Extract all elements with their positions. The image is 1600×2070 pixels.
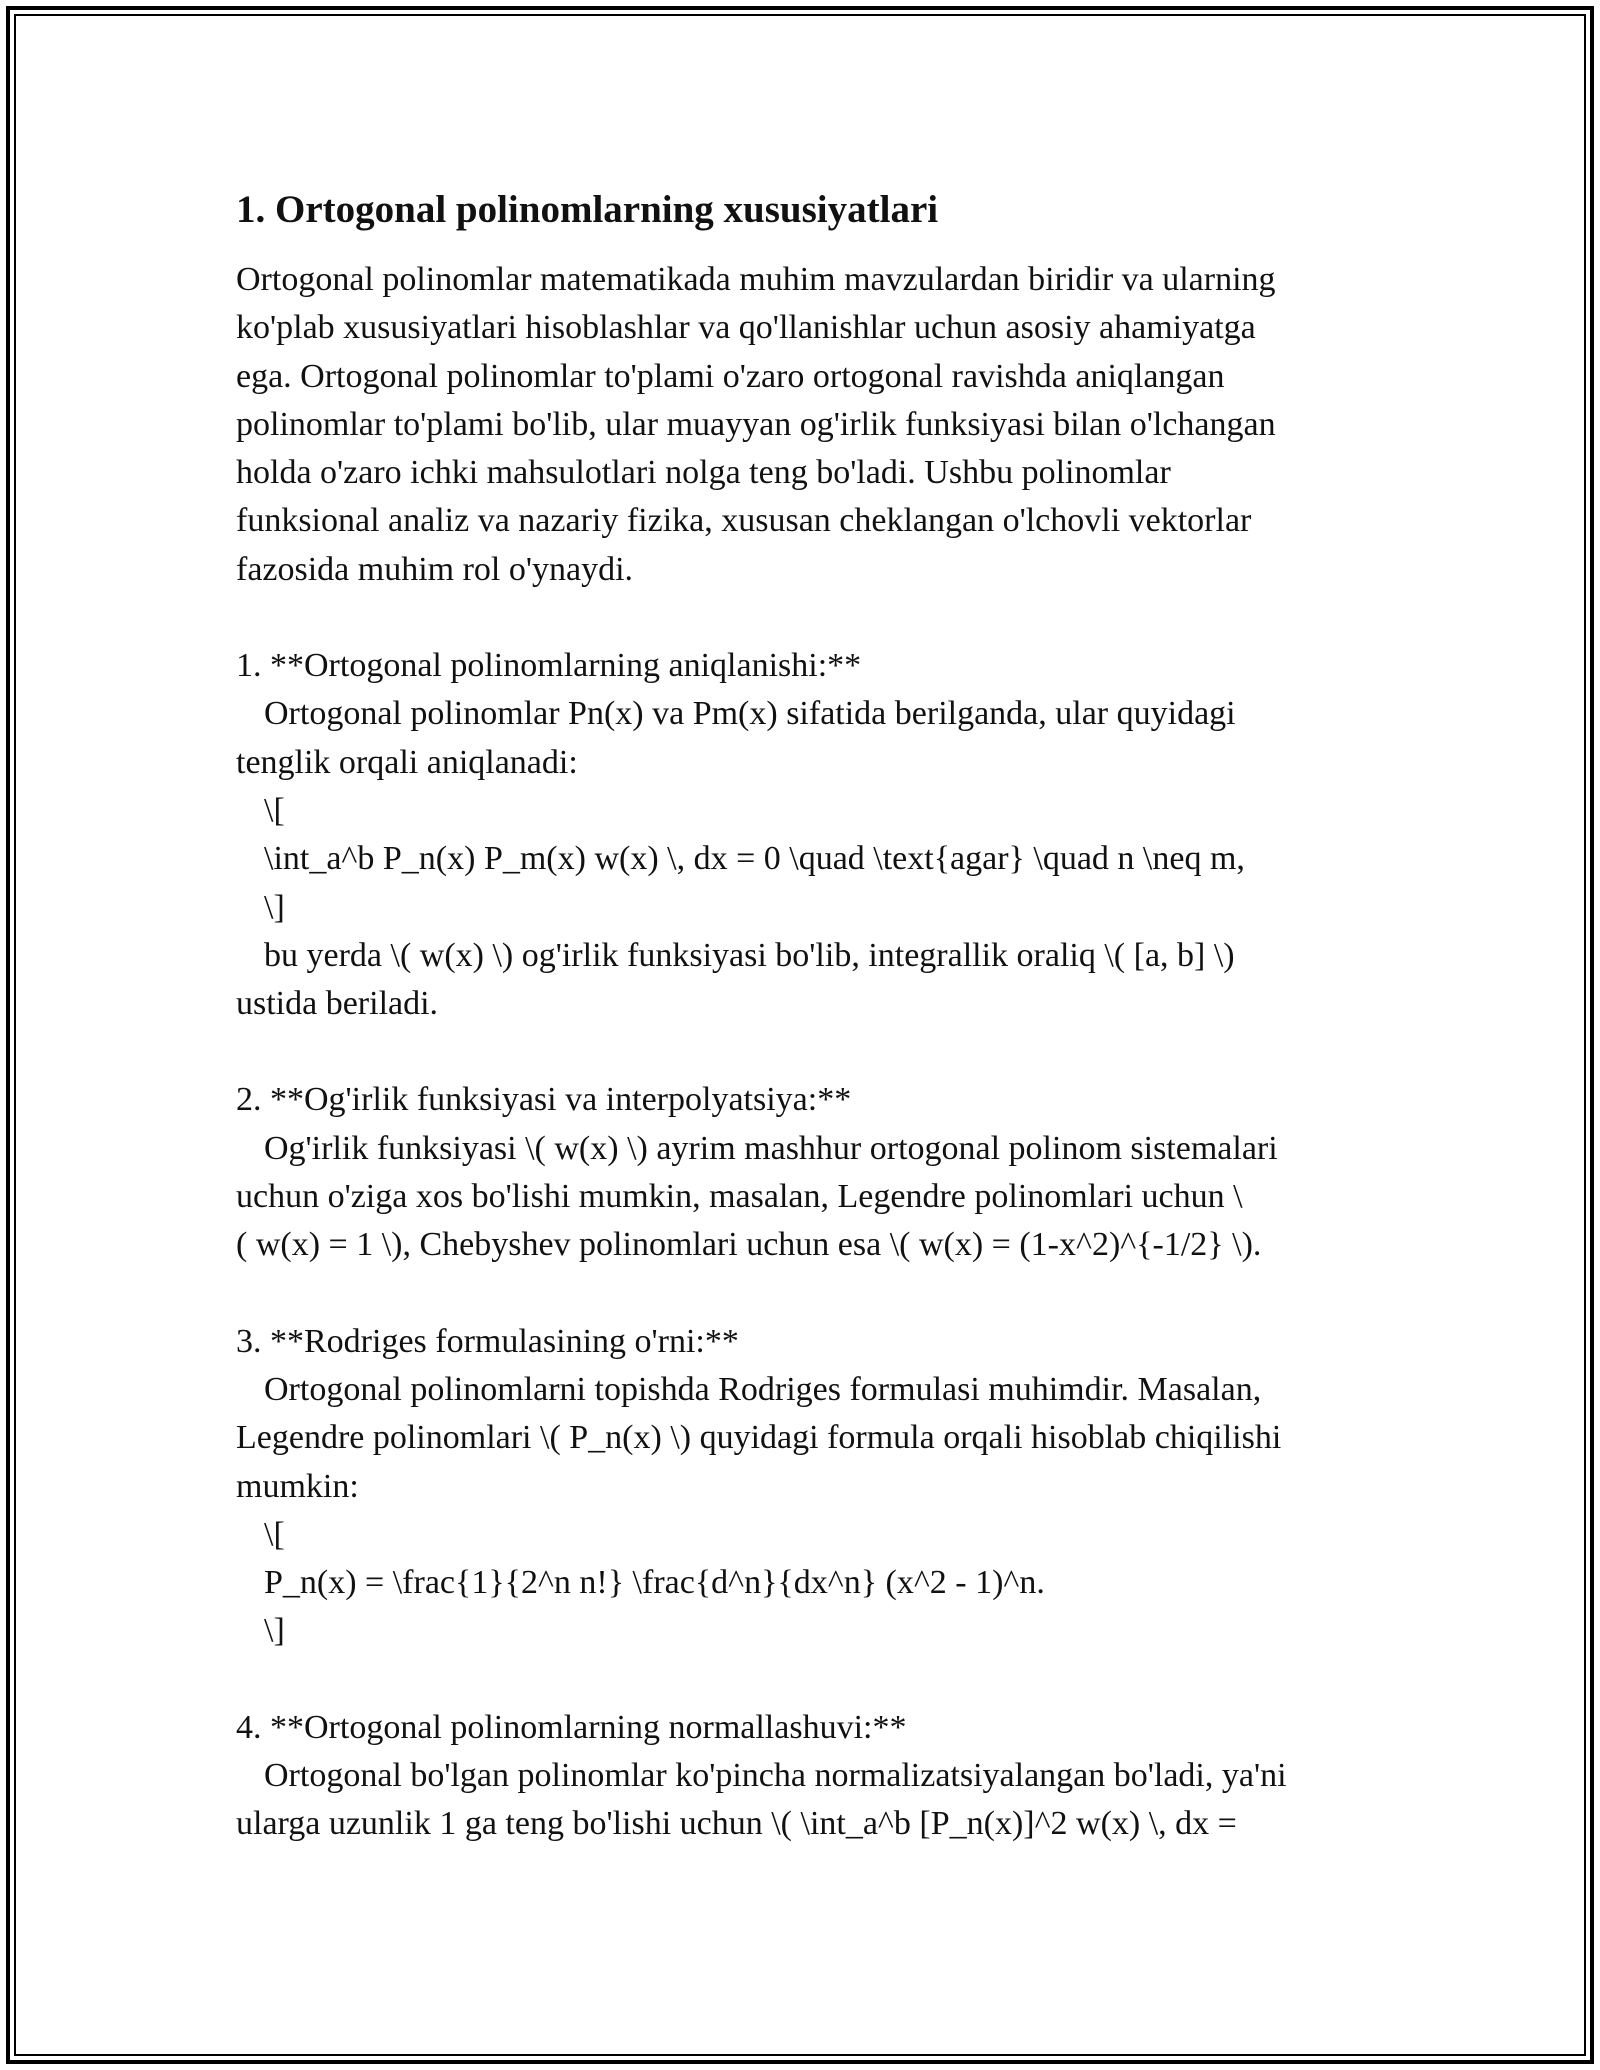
numbered-section	[236, 642, 1386, 1028]
section-line: \[	[264, 791, 285, 829]
section-list	[236, 642, 1386, 1849]
section-line: Legendre polinomlari \( P_n(x) \) quyidagi formula orqali hisoblab chiqilishi	[236, 1419, 1282, 1457]
section-line: \]	[264, 1612, 285, 1650]
section-line: tenglik orqali aniqlanadi:	[236, 743, 578, 781]
section-line: P_n(x) = \frac{1}{2^n n!} \frac{d^n}{dx^n} (x^2 - 1)^n.	[264, 1564, 1045, 1602]
section-title: 4. **Ortogonal polinomlarning normallashuvi:**	[236, 1708, 907, 1746]
section-line: bu yerda \( w(x) \) og'irlik funksiyasi bo'lib, integrallik oraliq \( [a, b] \)	[264, 936, 1235, 974]
section-line: Og'irlik funksiyasi \( w(x) \) ayrim mashhur ortogonal polinom sistemalari	[264, 1129, 1278, 1167]
intro-line: Ortogonal polinomlar matematikada muhim mavzulardan biridir va ularning	[236, 261, 1276, 298]
intro-line: fazosida muhim rol o'ynaydi.	[236, 550, 634, 588]
section-line: Ortogonal polinomlarni topishda Rodriges formulasi muhimdir. Masalan,	[264, 1370, 1262, 1408]
intro-line: holda o'zaro ichki mahsulotlari nolga teng bo'ladi. Ushbu polinomlar	[236, 454, 1171, 492]
section-line: ( w(x) = 1 \), Chebyshev polinomlari uchun esa \( w(x) = (1-x^2)^{-1/2} \).	[236, 1226, 1262, 1264]
document-body	[236, 186, 1386, 1849]
section-line: \[	[264, 1515, 285, 1553]
section-title: 1. **Ortogonal polinomlarning aniqlanishi:**	[236, 647, 862, 685]
section-title: 3. **Rodriges formulasining o'rni:**	[236, 1322, 739, 1360]
numbered-section	[236, 1076, 1386, 1269]
section-line: ularga uzunlik 1 ga teng bo'lishi uchun \( \int_a^b [P_n(x)]^2 w(x) \, dx =	[236, 1805, 1237, 1843]
section-line: Ortogonal polinomlar Pn(x) va Pm(x) sifatida berilganda, ular quyidagi	[264, 695, 1236, 733]
intro-paragraph	[236, 256, 1386, 594]
intro-line: ega. Ortogonal polinomlar to'plami o'zaro ortogonal ravishda aniqlangan	[236, 357, 1225, 395]
intro-line: polinomlar to'plami bo'lib, ular muayyan og'irlik funksiyasi bilan o'lchangan	[236, 405, 1276, 443]
section-title: 2. **Og'irlik funksiyasi va interpolyatsiya:**	[236, 1081, 852, 1119]
intro-line: funksional analiz va nazariy fizika, xususan cheklangan o'lchovli vektorlar	[236, 502, 1252, 540]
intro-line: ko'plab xususiyatlari hisoblashlar va qo'llanishlar uchun asosiy ahamiyatga	[236, 309, 1256, 347]
section-line: \int_a^b P_n(x) P_m(x) w(x) \, dx = 0 \quad \text{agar} \quad n \neq m,	[264, 840, 1245, 878]
section-line: \]	[264, 888, 285, 926]
numbered-section	[236, 1704, 1386, 1849]
numbered-section	[236, 1318, 1386, 1656]
section-line: ustida beriladi.	[236, 985, 439, 1023]
page-title: 1. Ortogonal polinomlarning xususiyatlari	[236, 188, 939, 231]
section-line: mumkin:	[236, 1467, 359, 1505]
section-line: Ortogonal bo'lgan polinomlar ko'pincha normalizatsiyalangan bo'ladi, ya'ni	[264, 1757, 1287, 1795]
section-line: uchun o'ziga xos bo'lishi mumkin, masalan, Legendre polinomlari uchun \	[236, 1178, 1243, 1216]
